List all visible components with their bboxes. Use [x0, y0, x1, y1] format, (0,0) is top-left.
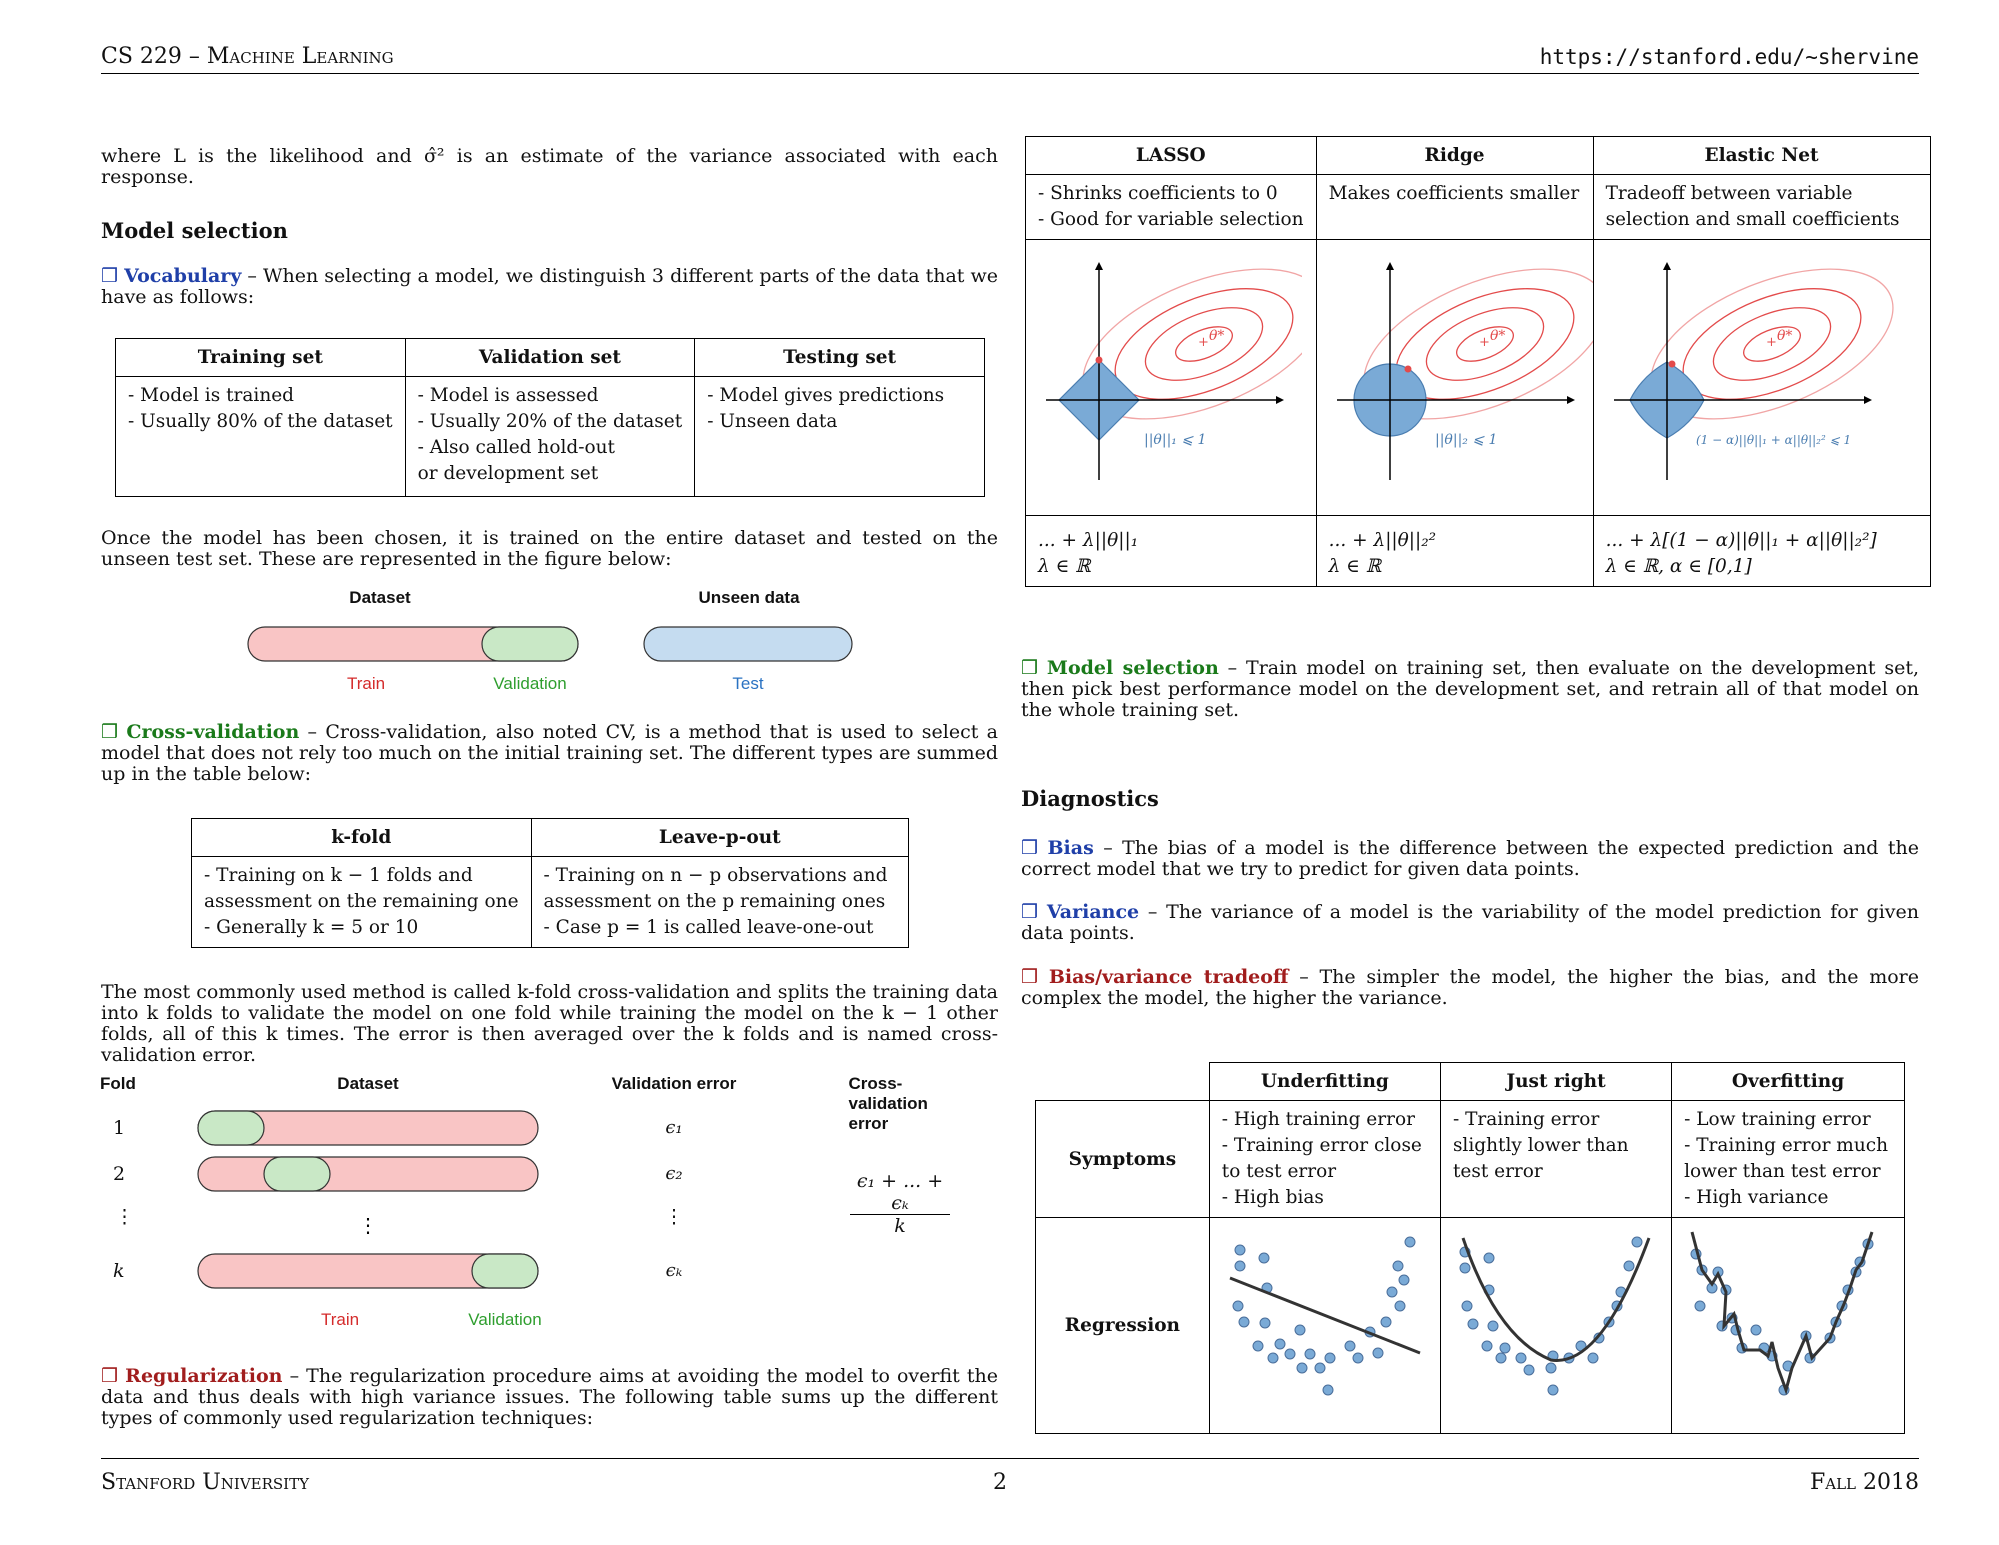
- regression-just-right: [1440, 1218, 1671, 1434]
- col-cv-error: Cross-validation error: [848, 1074, 928, 1133]
- theta-label-lasso: θ*: [1209, 328, 1225, 344]
- desc-lasso: - Shrinks coefficients to 0 - Good for variable selection: [1026, 175, 1317, 240]
- regression-overfitting: [1672, 1218, 1905, 1434]
- validation-bar: [482, 627, 578, 661]
- sets-table: [115, 338, 985, 497]
- label-dataset: Dataset: [349, 588, 411, 607]
- cell-training: - Model is trained - Usually 80% of the dataset: [116, 377, 406, 497]
- fold-label-train: Train: [320, 1310, 360, 1329]
- keyword-regularization: Regularization: [125, 1365, 283, 1387]
- ridge-plot-svg: [1317, 240, 1593, 510]
- cv-numerator: ϵ₁ + ... + ϵₖ: [850, 1170, 950, 1215]
- keyword-bias: Bias: [1047, 837, 1094, 859]
- elastic-solution: [1668, 361, 1675, 368]
- marker: ❒: [1021, 966, 1039, 988]
- plot-lasso: [1026, 240, 1317, 516]
- marker: ❒: [101, 721, 119, 743]
- section-model-selection: Model selection: [101, 218, 288, 243]
- desc-ridge: Makes coefficients smaller: [1316, 175, 1593, 240]
- fold-k: k: [113, 1260, 125, 1282]
- cv-denominator: k: [894, 1215, 906, 1237]
- cv-error-formula: [850, 1170, 950, 1237]
- header-training-set: Training set: [116, 339, 406, 377]
- penalty-elastic-net: ... + λ[(1 − α)||θ||₁ + α||θ||₂²] λ ∈ ℝ, α ∈ [0,1]: [1593, 516, 1930, 587]
- split-figure: [240, 584, 880, 694]
- test-bar: [644, 627, 852, 661]
- variance-paragraph: ❒ Variance – The variance of a model is the variability of the model prediction for given data points.: [1021, 901, 1920, 944]
- penalty-ridge: ... + λ||θ||₂² λ ∈ ℝ: [1316, 516, 1593, 587]
- underfit-plot: [1210, 1218, 1438, 1428]
- lasso-solution: [1096, 357, 1103, 364]
- fold-2: 2: [113, 1163, 126, 1185]
- header-underfitting: Underfitting: [1209, 1063, 1440, 1101]
- label-validation: Validation: [493, 674, 567, 693]
- fold-k-validation: [472, 1254, 538, 1288]
- error-k: ϵₖ: [665, 1260, 683, 1281]
- fold-dots: ⋮: [115, 1206, 134, 1228]
- regression-underfitting: [1209, 1218, 1440, 1434]
- theta-label-ridge: θ*: [1489, 328, 1505, 344]
- header-k-fold: k-fold: [192, 819, 532, 857]
- keyword-vocabulary: Vocabulary: [124, 265, 242, 287]
- dataset-dots: ⋮: [358, 1213, 378, 1237]
- header-elastic-net: Elastic Net: [1593, 137, 1930, 175]
- cell-testing: - Model gives predictions - Unseen data: [695, 377, 985, 497]
- kfold-paragraph: The most commonly used method is called k-fold cross-validation and splits the training data into k folds to validate the model on one fold while training the model on the k − 1 other folds, all of this k times. The error is then averaged over the k folds and is named cross-validation error.: [101, 981, 998, 1066]
- header-just-right: Just right: [1440, 1063, 1671, 1101]
- svg-text:+: +: [1478, 335, 1490, 350]
- elastic-plot-svg: [1594, 240, 1930, 510]
- cell-validation: - Model is assessed - Usually 20% of the dataset - Also called hold-out or development set: [405, 377, 695, 497]
- keyword-variance: Variance: [1046, 901, 1140, 923]
- fold-2-bar: [198, 1157, 538, 1191]
- col-validation-error: Validation error: [611, 1074, 737, 1093]
- header-rule: [101, 73, 1919, 74]
- fold-1: 1: [113, 1117, 126, 1139]
- cv-table: [191, 818, 909, 948]
- keyword-tradeoff: Bias/variance tradeoff: [1048, 966, 1289, 988]
- footer-term: Fall 2018: [1809, 1470, 1919, 1495]
- just-right-plot: [1441, 1218, 1669, 1428]
- marker: ❒: [101, 1365, 119, 1387]
- section-diagnostics: Diagnostics: [1021, 786, 1159, 811]
- vocabulary-paragraph: ❒ Vocabulary – When selecting a model, we distinguish 3 different parts of the data that we have as follows:: [101, 265, 999, 308]
- header-url[interactable]: https://stanford.edu/~shervine: [1539, 45, 1919, 69]
- fold-label-validation: Validation: [468, 1310, 542, 1329]
- fold-2-validation: [264, 1157, 330, 1191]
- symptoms-underfitting: - High training error - Training error close to test error - High bias: [1209, 1101, 1440, 1218]
- header-ridge: Ridge: [1316, 137, 1593, 175]
- row-label-regression: Regression: [1036, 1218, 1210, 1434]
- fold-bars: [195, 1104, 545, 1304]
- regularization-table: [1025, 136, 1931, 587]
- error-dots: ⋮: [664, 1206, 684, 1228]
- lasso-plot-svg: [1026, 240, 1302, 510]
- penalty-lasso: ... + λ||θ||₁ λ ∈ ℝ: [1026, 516, 1317, 587]
- row-label-symptoms: Symptoms: [1036, 1101, 1210, 1218]
- fit-corner: [1036, 1063, 1210, 1101]
- error-1: ϵ₁: [665, 1117, 683, 1138]
- col-dataset: Dataset: [337, 1074, 399, 1093]
- constraint-label-ridge: ||θ||₂ ⩽ 1: [1434, 432, 1498, 448]
- col-fold: Fold: [100, 1074, 136, 1093]
- header-testing-set: Testing set: [695, 339, 985, 377]
- bias-paragraph: ❒ Bias – The bias of a model is the difference between the expected prediction and the correct model that we try to predict for given data points.: [1021, 837, 1919, 880]
- cell-k-fold: - Training on k − 1 folds and assessment on the remaining one - Generally k = 5 or 10: [192, 857, 532, 948]
- header-leave-p-out: Leave-p-out: [531, 819, 908, 857]
- label-unseen-data: Unseen data: [698, 588, 800, 607]
- plot-elastic-net: [1593, 240, 1930, 516]
- marker: ❒: [1021, 837, 1039, 859]
- constraint-label-elastic: (1 − α)||θ||₁ + α||θ||₂² ⩽ 1: [1695, 433, 1851, 447]
- header-overfitting: Overfitting: [1672, 1063, 1905, 1101]
- label-train: Train: [346, 674, 386, 693]
- label-test: Test: [732, 674, 764, 693]
- constraint-label-lasso: ||θ||₁ ⩽ 1: [1144, 432, 1207, 448]
- fold-figure: [100, 1074, 1000, 1344]
- plot-ridge: [1316, 240, 1593, 516]
- ridge-solution: [1404, 366, 1411, 373]
- keyword-model-selection: Model selection: [1046, 657, 1219, 679]
- symptoms-just-right: - Training error slightly lower than test error: [1440, 1101, 1671, 1218]
- fit-table: [1035, 1062, 1905, 1434]
- desc-elastic-net: Tradeoff between variable selection and small coefficients: [1593, 175, 1930, 240]
- keyword-cross-validation: Cross-validation: [126, 721, 300, 743]
- fold-1-validation: [198, 1111, 264, 1145]
- symptoms-overfitting: - Low training error - Training error much lower than test error - High variance: [1672, 1101, 1905, 1218]
- overfit-plot: [1672, 1218, 1900, 1428]
- model-selection-paragraph: ❒ Model selection – Train model on training set, then evaluate on the development set, then pick best performance model on the development set, and retrain all of that model on the whole training set.: [1021, 657, 1919, 721]
- marker: ❒: [1021, 901, 1039, 923]
- marker: ❒: [101, 265, 119, 287]
- header-validation-set: Validation set: [405, 339, 695, 377]
- footer-rule: [101, 1458, 1919, 1459]
- footer-university: Stanford University: [101, 1470, 310, 1495]
- marker: ❒: [1021, 657, 1039, 679]
- split-bars: [240, 624, 880, 664]
- footer-page-number: 2: [993, 1470, 1007, 1495]
- intro-line: where L is the likelihood and σ̂² is an estimate of the variance associated with each response.: [101, 145, 998, 188]
- regularization-paragraph: ❒ Regularization – The regularization procedure aims at avoiding the model to overfit the data and thus deals with high variance issues. The following table sums up the different types of commonly used regularization techniques:: [101, 1365, 999, 1429]
- header-lasso: LASSO: [1026, 137, 1317, 175]
- header-course: CS 229 – Machine Learning: [101, 44, 394, 69]
- tradeoff-paragraph: ❒ Bias/variance tradeoff – The simpler the model, the higher the bias, and the more complex the model, the higher the variance.: [1021, 966, 1919, 1009]
- svg-text:+: +: [1198, 335, 1209, 350]
- theta-label-elastic: θ*: [1776, 328, 1792, 344]
- cell-leave-p-out: - Training on n − p observations and assessment on the p remaining ones - Case p = 1 is called leave-one-out: [531, 857, 908, 948]
- chosen-paragraph: Once the model has been chosen, it is trained on the entire dataset and tested on the unseen test set. These are represented in the figure below:: [101, 527, 998, 570]
- cross-validation-paragraph: ❒ Cross-validation – Cross-validation, also noted CV, is a method that is used to select a model that does not rely too much on the initial training set. The different types are summed up in the table below:: [101, 721, 998, 785]
- error-2: ϵ₂: [665, 1163, 683, 1184]
- svg-text:+: +: [1765, 335, 1777, 350]
